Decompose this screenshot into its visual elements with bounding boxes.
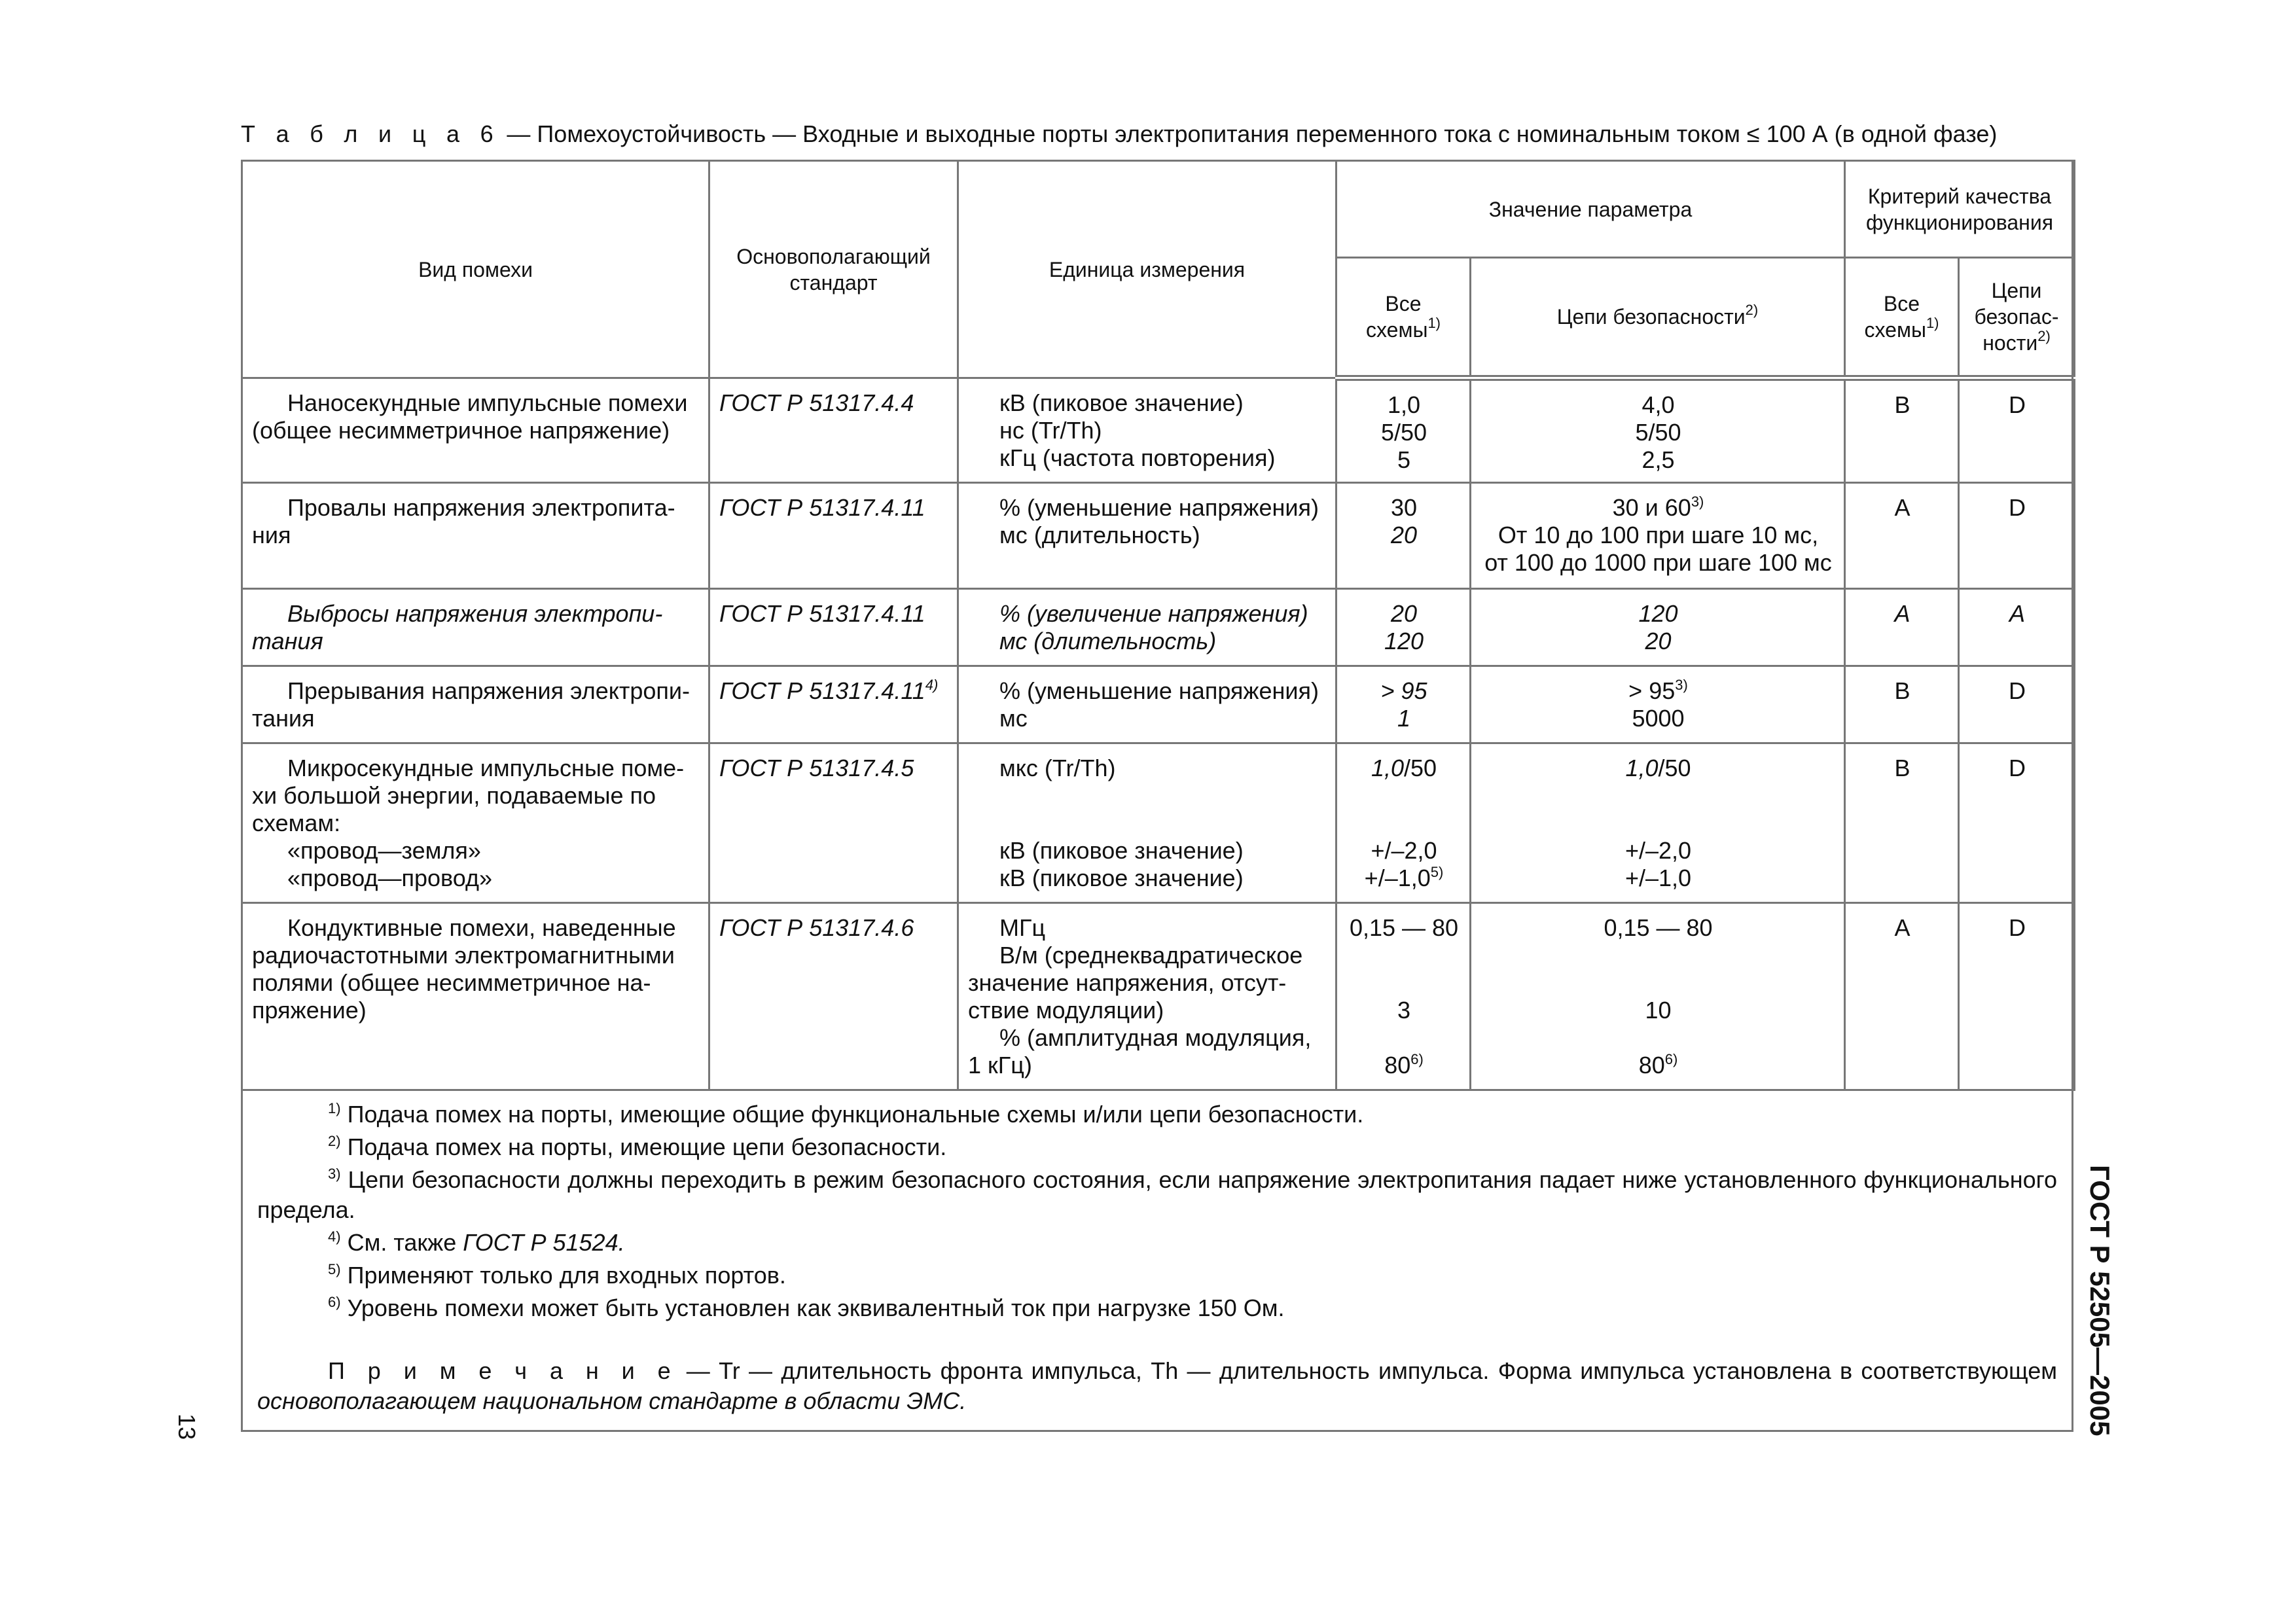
cell-all-schemes: > 95 1 (1336, 666, 1471, 743)
cell-type: Микросекундные импульсные поме- хи большой энергии, подаваемые по схемам: «провод—земля» «провод—провод» (242, 743, 709, 903)
footnote: $^{1)}$ Подача помех на порты, имеющие общие функциональные схемы и/или цепи безопасности. (328, 1100, 1364, 1128)
table-row (242, 589, 2075, 666)
cell-standard: ГОСТ Р 51317.4.11 (709, 589, 958, 666)
footnote: $^{2)}$ Подача помех на порты, имеющие цепи безопасности. (328, 1133, 947, 1160)
cell-crit-safety: D (1959, 378, 2075, 483)
table-row (242, 903, 2075, 1090)
cell-unit: мкс (Tr/Th) кВ (пиковое значение) кВ (пиковое значение) (958, 743, 1336, 903)
header-crit-all-schemes: Все схемы$^{1)}$ (1845, 258, 1959, 378)
cell-crit-all: В (1845, 666, 1959, 743)
cell-unit: МГц В/м (среднеквадратическое значение напряжения, отсут- ствие модуляции) % (амплитудная модуляция, 1 кГц) (958, 903, 1336, 1090)
header-criterion: Критерий качества функционирования (1845, 161, 2075, 258)
cell-crit-safety: А (1959, 589, 2075, 666)
header-param: Значение параметра (1336, 161, 1845, 258)
cell-standard: ГОСТ Р 51317.4.4 (709, 378, 958, 483)
cell-standard: ГОСТ Р 51317.4.6 (709, 903, 958, 1090)
table-note: П р и м е ч а н и е — Tr — длительность фронта импульса, Th — длительность импульса. Форма импульса установлена в соответствующем основополагающем национальном стандарте в области ЭМС. (257, 1357, 2057, 1414)
cell-safety: 30 и 60$^{3)}$ От 10 до 100 при шаге 10 мс, от 100 до 1000 при шаге 100 мс (1471, 483, 1845, 589)
header-all-schemes: Все схемы$^{1)}$ (1336, 258, 1471, 378)
header-type: Вид помехи (242, 161, 709, 378)
cell-safety: 1,0/50 +/–2,0 +/–1,0 (1471, 743, 1845, 903)
table-row (242, 666, 2075, 743)
cell-all-schemes: 1,0/50 +/–2,0 $+/-1,0^{5)}$ (1336, 743, 1471, 903)
cell-safety: 4,0 5/50 2,5 (1471, 378, 1845, 483)
cell-safety: > $95^{3)}$ 5000 (1471, 666, 1845, 743)
cell-crit-all: В (1845, 743, 1959, 903)
cell-type: Кондуктивные помехи, наведенные радиочастотными электромагнитными полями (общее несимметричное на- пряжение) (242, 903, 709, 1090)
cell-type: Провалы напряжения электропита- ния (242, 483, 709, 589)
cell-safety: 0,15 — 80 10 80$^{6)}$ (1471, 903, 1845, 1090)
cell-all-schemes: 1,0 5/50 5 (1336, 378, 1471, 483)
page-number: 13 (173, 1414, 200, 1440)
cell-unit: % (уменьшение напряжения) мс (958, 666, 1336, 743)
table-row (242, 483, 2075, 589)
cell-unit: % (уменьшение напряжения) мс (длительность) (958, 483, 1336, 589)
footnote: $^{3)}$ Цепи безопасности должны переходить в режим безопасного состояния, если напряжение электропитания падает ниже установленного функционального предела. (257, 1166, 2057, 1223)
cell-safety: 120 20 (1471, 589, 1845, 666)
footnotes-area (243, 1088, 2072, 1440)
cell-unit: кВ (пиковое значение) нс (Tr/Th) кГц (частота повторения) (958, 378, 1336, 483)
cell-unit: % (увеличение напряжения) мс (длительность) (958, 589, 1336, 666)
table-caption-label: Т а б л и ц а 6 (241, 120, 501, 147)
cell-type: Выбросы напряжения электропи- тания (242, 589, 709, 666)
cell-type: Наносекундные импульсные помехи (общее несимметричное напряжение) (242, 378, 709, 483)
header-safety-circuits: Цепи безопасности$^{2)}$ (1471, 258, 1845, 378)
table-row (242, 743, 2075, 903)
footnote: $^{5)}$ Применяют только для входных портов. (328, 1261, 786, 1289)
cell-crit-safety: D (1959, 903, 2075, 1090)
cell-standard: ГОСТ Р 51317.4.11 (709, 483, 958, 589)
footnote: $^{6)}$ Уровень помехи может быть установлен как эквивалентный ток при нагрузке 150 Ом. (328, 1294, 1285, 1321)
cell-crit-all: А (1845, 903, 1959, 1090)
cell-standard: ГОСТ Р 51317.4.11$^{4)}$ (709, 666, 958, 743)
cell-crit-all: А (1845, 589, 1959, 666)
note-label: П р и м е ч а н и е (328, 1357, 678, 1384)
cell-crit-all: В (1845, 378, 1959, 483)
immunity-table (241, 160, 2075, 1091)
table-row (242, 378, 2075, 483)
cell-crit-all: А (1845, 483, 1959, 589)
cell-all-schemes: 0,15 — 80 3 80$^{6)}$ (1336, 903, 1471, 1090)
table-caption-text: — Помехоустойчивость — Входные и выходные порты электропитания переменного тока с номинальным током ≤ 100 А (в одной фазе) (500, 120, 1998, 147)
cell-all-schemes: 20 120 (1336, 589, 1471, 666)
cell-type: Прерывания напряжения электропи- тания (242, 666, 709, 743)
document-designation: ГОСТ Р 52505—2005 (2085, 1165, 2115, 1436)
cell-all-schemes: 30 20 (1336, 483, 1471, 589)
cell-standard: ГОСТ Р 51317.4.5 (709, 743, 958, 903)
cell-crit-safety: D (1959, 666, 2075, 743)
cell-crit-safety: D (1959, 743, 2075, 903)
cell-crit-safety: D (1959, 483, 2075, 589)
header-crit-safety: Цепи безопас- ности$^{2)}$ (1959, 258, 2075, 378)
table-caption (241, 120, 1997, 148)
header-standard: Основополагающий стандарт (709, 161, 958, 378)
footnote: $^{4)}$ См. также ГОСТ Р 51524. (328, 1228, 625, 1256)
header-unit: Единица измерения (958, 161, 1336, 378)
